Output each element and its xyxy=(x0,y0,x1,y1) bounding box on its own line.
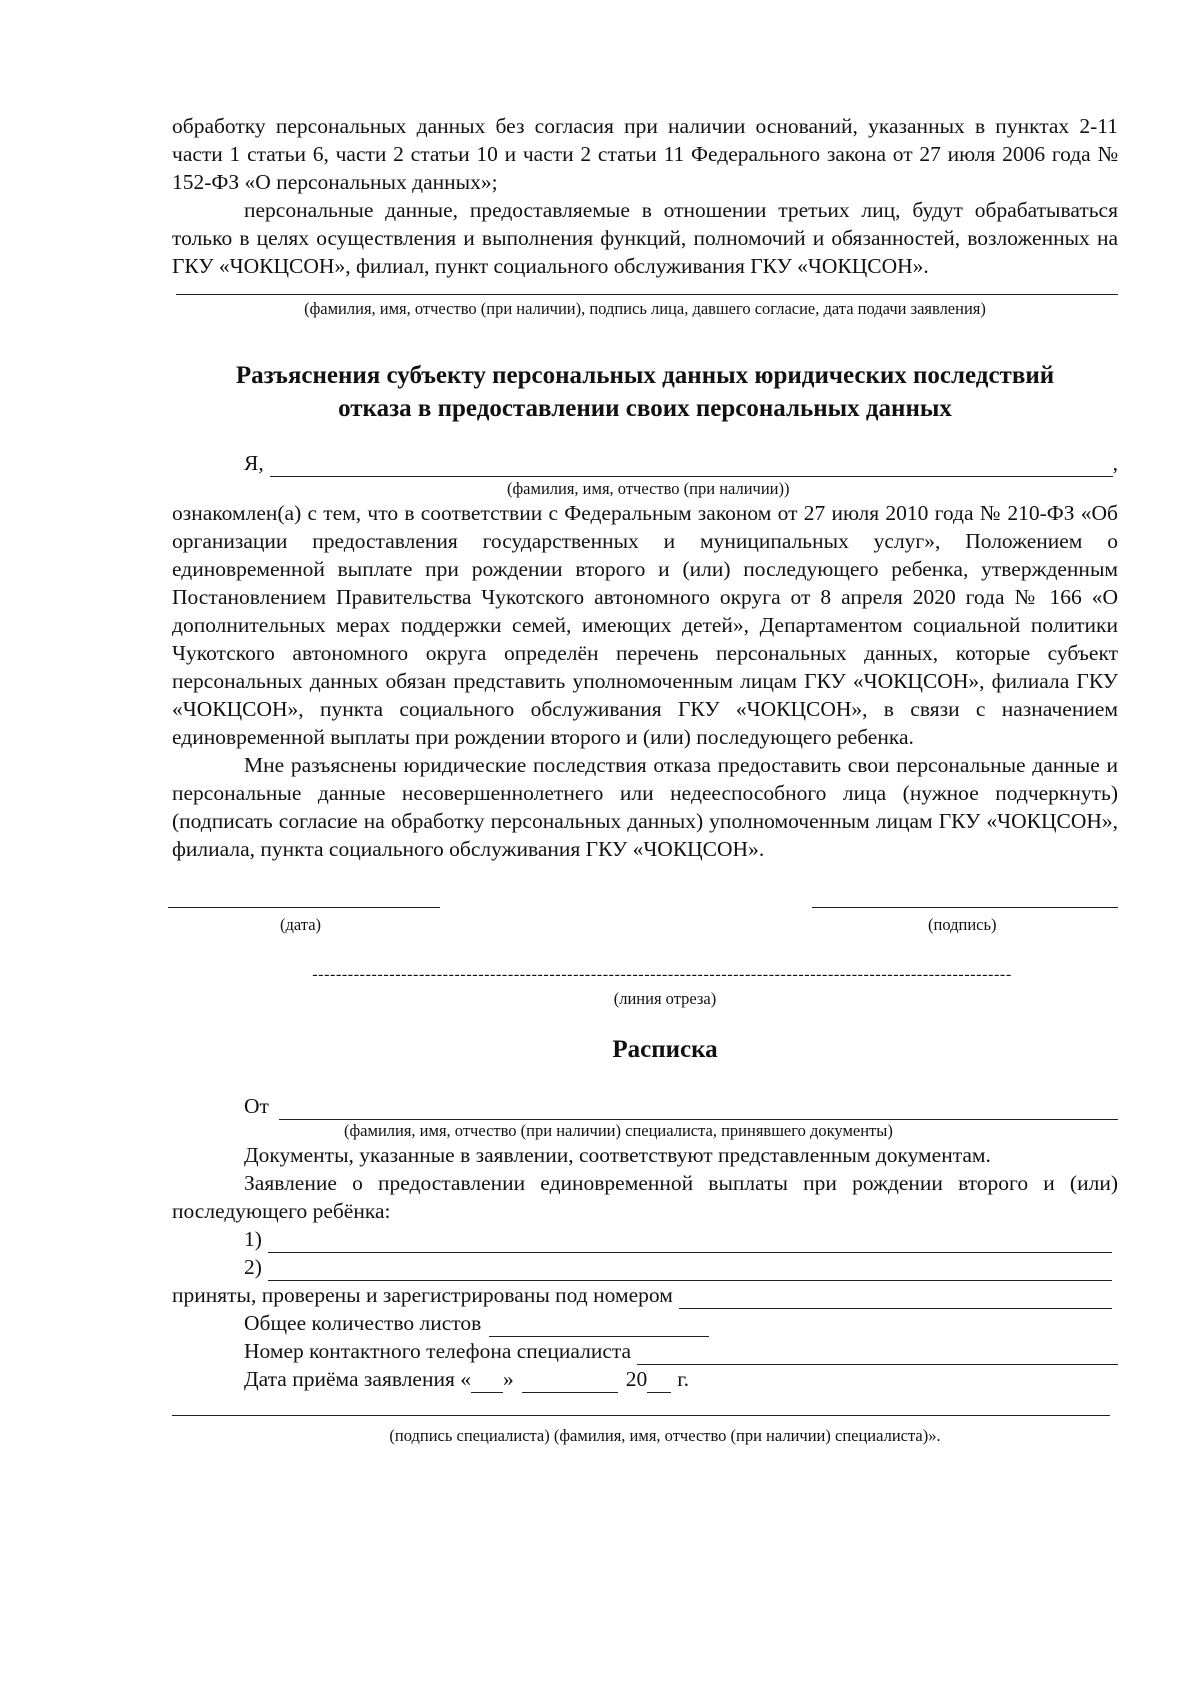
sheets-row xyxy=(172,1309,1118,1337)
phone-row xyxy=(172,1337,1118,1365)
date-suffix: г. xyxy=(677,1367,690,1391)
explanation-title-line-2: отказа в предоставлении своих персональных данных xyxy=(338,395,952,422)
date-year: 20 xyxy=(625,1367,648,1391)
name-caption: (фамилия, имя, отчество (при наличии)) xyxy=(507,479,790,498)
document-page xyxy=(172,112,1118,1446)
consent-paragraph-1: обработку персональных данных без согласия при наличии оснований, указанных в пунктах 2-11 части 1 статьи 6, части 2 статьи 10 и части 2 статьи 11 Федерального закона от 27 июля 2006 года № 152-ФЗ «О персональных данных»; xyxy=(172,114,1118,194)
sheets-label: Общее количество листов xyxy=(244,1311,482,1335)
name-field[interactable] xyxy=(270,454,1113,477)
registered-row xyxy=(172,1281,1118,1309)
date-year-field[interactable] xyxy=(647,1372,671,1393)
consent-paragraph-2: персональные данные, предоставляемые в отношении третьих лиц, будут обрабатываться только в целях осуществления и выполнения функций, полномочий и обязанностей, возложенных на ГКУ «ЧОКЦСОН», филиал, пункт социального обслуживания ГКУ «ЧОКЦСОН». xyxy=(172,198,1118,278)
signature-line[interactable] xyxy=(812,907,1118,908)
from-row xyxy=(172,1092,1118,1120)
name-row xyxy=(172,449,1118,477)
date-mid: » xyxy=(503,1367,514,1391)
specialist-signature-line[interactable] xyxy=(172,1415,1110,1416)
receipt-line-2: Заявление о предоставлении единовременной выплаты при рождении второго и (или) последующего ребёнка: xyxy=(172,1171,1118,1223)
explanation-paragraph-1: ознакомлен(а) с тем, что в соответствии с Федеральным законом от 27 июля 2010 года № 210-ФЗ «Об организации предоставления государственных и муниципальных услуг», Положением о единовременной выплате при рождении второго и (или) последующего ребенка, утвержденным Постановлением Правительства Чукотского автономного округа от 8 апреля 2020 года № 166 «О дополнительных мерах поддержки семей, имеющих детей», Департаментом социальной политики Чукотского автономного округа определён перечень персональных данных, которые субъект персональных данных обязан представить уполномоченным лицам ГКУ «ЧОКЦСОН», филиала ГКУ «ЧОКЦСОН», пункта социального обслуживания ГКУ «ЧОКЦСОН», в связи с назначением единовременной выплаты при рождении второго и (или) последующего ребенка. xyxy=(172,501,1118,749)
cut-caption: (линия отреза) xyxy=(613,989,717,1008)
from-field[interactable] xyxy=(279,1097,1118,1120)
date-day-field[interactable] xyxy=(471,1372,503,1393)
item-2-field[interactable] xyxy=(268,1258,1112,1281)
date-month-field[interactable] xyxy=(522,1372,618,1393)
date-line[interactable] xyxy=(168,907,440,908)
i-label: Я, xyxy=(244,451,264,475)
receipt-title: Расписка xyxy=(612,1036,718,1063)
receipt-line-1: Документы, указанные в заявлении, соответствуют представленным документам. xyxy=(244,1143,991,1167)
from-caption: (фамилия, имя, отчество (при наличии) специалиста, принявшего документы) xyxy=(344,1121,893,1140)
explanation-paragraph-2: Мне разъяснены юридические последствия отказа предоставить свои персональные данные и персональные данные несовершеннолетнего или недееспособного лица (нужное подчеркнуть) (подписать согласие на обработку персональных данных) уполномоченным лицам ГКУ «ЧОКЦСОН», филиала, пункта социального обслуживания ГКУ «ЧОКЦСОН». xyxy=(172,753,1118,861)
explanation-title xyxy=(172,359,1118,425)
item-1-label: 1) xyxy=(244,1227,262,1251)
registered-label: приняты, проверены и зарегистрированы под номером xyxy=(172,1283,673,1307)
consent-signature-caption: (фамилия, имя, отчество (при наличии), подпись лица, давшего согласие, дата подачи заявления) xyxy=(304,299,986,318)
item-1-row xyxy=(172,1225,1118,1253)
acceptance-date-row xyxy=(172,1365,1118,1393)
consent-signature-line[interactable] xyxy=(176,294,1118,295)
item-2-row xyxy=(172,1253,1118,1281)
date-caption: (дата) xyxy=(280,915,322,934)
phone-field[interactable] xyxy=(637,1342,1118,1365)
item-1-field[interactable] xyxy=(268,1230,1112,1253)
sheets-field[interactable] xyxy=(489,1316,709,1337)
item-2-label: 2) xyxy=(244,1255,262,1279)
registration-number-field[interactable] xyxy=(679,1286,1112,1309)
name-comma: , xyxy=(1112,451,1118,475)
date-signature-block xyxy=(172,907,1118,953)
phone-label: Номер контактного телефона специалиста xyxy=(244,1339,632,1363)
cut-line: ---------------------------------------------------------------------------------------------------------------------- xyxy=(312,966,1012,983)
explanation-title-line-1: Разъяснения субъекту персональных данных юридических последствий xyxy=(235,362,1055,389)
from-label: От xyxy=(244,1094,269,1118)
date-prefix: Дата приёма заявления « xyxy=(244,1367,471,1391)
specialist-signature-caption: (подпись специалиста) (фамилия, имя, отчество (при наличии) специалиста)». xyxy=(389,1426,941,1445)
signature-caption: (подпись) xyxy=(928,915,997,934)
